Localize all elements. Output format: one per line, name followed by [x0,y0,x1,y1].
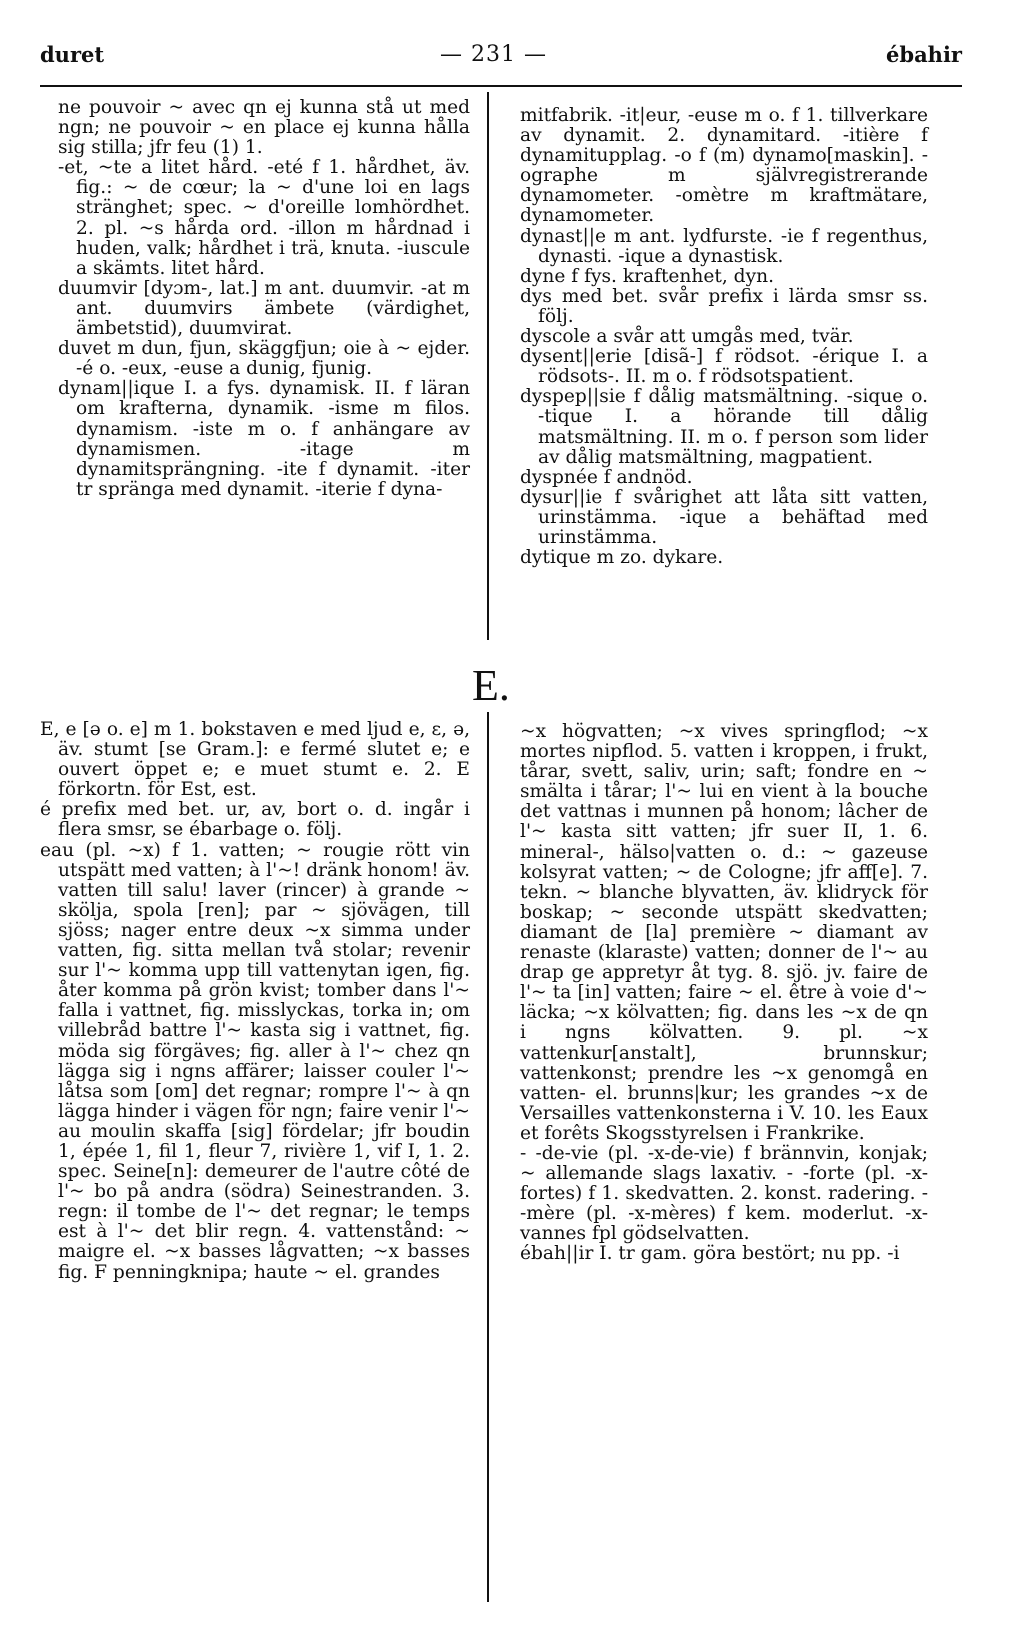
column-bottom-right [520,722,928,1265]
entry-duvet: duvet m dun, fjun, skäggfjun; oie à ~ ejder. -é o. -eux, -euse a dunig, fjunig. [58,338,470,380]
entry-eau: eau (pl. ~x) f 1. vatten; ~ rougie rött vin utspätt med vatten; à l'~! dränk honom! äv. vatten till salu! laver (rincer) à grande ~ skölja, spola [ren]; par ~ sjövägen, till sjöss; nager entre deux ~x simma under vatten, fig. sitta mellan två stolar; revenir sur l'~ komma upp till vattenytan igen, fig. åter komma på grön kvist; tomber dans l'~ falla i vattnet, fig. misslyckas, torka in; om villebråd battre l'~ kasta sig i vattnet, fig. möda sig förgäves; fig. aller à l'~ chez qn lägga sig i ngns affärer; laisser couler l'~ låtsa som [om] det regnar; rompre l'~ à qn lägga hinder i vägen för ngn; faire venir l'~ au moulin skaffa [sig] fördelar; jfr boudin 1, épée 1, fil 1, fleur 7, rivière 1, vif I, 1. 2. spec. Seine[n]: demeurer de l'autre côté de l'~ bo på andra (södra) Seinestranden. 3. regn: il tombe de l'~ det regnar; le temps est à l'~ det blir regn. 4. vattenstånd: ~ maigre el. ~x basses lågvatten; ~x basses fig. F penningknipa; haute ~ el. grandes [40,839,470,1283]
entry-duret-suffixes: -et, ~te a litet hård. -eté f 1. hårdhet, äv. fig.: ~ de cœur; la ~ d'une loi en lags stränghet; spec. ~ d'oreille lomhördhet. 2. pl. ~s hårda ord. -illon m hårdnad i huden, valk; hårdhet i trä, knuta. -iuscule a skämts. litet hård. [58,157,470,279]
column-top-right [520,106,928,568]
entry-dyspnee: dyspnée f andnöd. [520,466,693,488]
entry-continuation: ne pouvoir ~ avec qn ej kunna stå ut med ngn; ne pouvoir ~ en place ej kunna hålla sig stilla; jfr feu (1) 1. [58,97,470,159]
entry-dytique: dytique m zo. dykare. [520,547,724,569]
entry-dynaste: dynast||e m ant. lydfurste. -ie f regenthus, dynasti. -ique a dynastisk. [520,225,928,267]
entry-dyspepsie: dyspep||sie f dålig matsmältning. -sique o. -tique I. a hörande till dålig matsmältning. II. m o. f person som lider av dålig matsmältning, magpatient. [520,386,928,468]
entry-duumvir: duumvir [dyɔm-, lat.] m ant. duumvir. -at m ant. duumvirs ämbete (värdighet, ämbetstid), duumvirat. [58,277,470,340]
entry-eau-compounds: - -de-vie (pl. -x-de-vie) f brännvin, konjak; ~ allemande slags laxativ. - -forte (pl. -x-fortes) f 1. skedvatten. 2. konst. radering. - -mère (pl. -x-mères) f kem. moderlut. -x-vannes fpl gödselvatten. [520,1142,928,1245]
entry-continuation: ~x högvatten; ~x vives springflod; ~x mortes nipflod. 5. vatten i kroppen, i frukt, tårar, svett, saliv, urin; saft; fondre en ~ smälta i tårar; l'~ lui en vient à la bouche det vattnas i munnen på honom; lâcher de l'~ kasta sitt vatten; jfr suer II, 1. 6. mineral-, hälso|vatten o. d.: ~ gazeuse kolsyrat vatten; ~ de Cologne; jfr aff[e]. 7. tekn. ~ blanche blyvatten, äv. klidryck för boskap; ~ seconde utspätt skedvatten; diamant de [la] première ~ diamant av renaste (klaraste) vatten; donner de l'~ au drap ge appretyr åt tyg. 8. sjö. jv. faire de l'~ ta [in] vatten; faire ~ el. être à voie d'~ läcka; ~x kölvatten; fig. dans les ~x de qn i ngns kölvatten. 9. pl. ~x vattenkur[anstalt], brunnskur; vattenkonst; prendre les ~x genomgå en vatten- el. brunns|kur; les grandes ~x de Versailles vattenkonsterna i V. 10. les Eaux et forêts Skogsstyrelsen i Frankrike. [520,721,928,1144]
entry-e-prefix: é prefix med bet. ur, av, bort o. d. ingår i flera smsr, se ébarbage o. följ. [40,799,470,841]
entry-dyne: dyne f fys. kraftenhet, dyn. [520,265,774,287]
entry-dysurie: dysur||ie f svårighet att låta sitt vatten, urinstämma. -ique a behäftad med urinstämma. [520,486,928,548]
running-head-left: duret [40,42,105,67]
column-divider-top [487,92,489,640]
entry-e: E, e [ə o. e] m 1. bokstaven e med ljud e, ɛ, ə, äv. stumt [se Gram.]: e fermé slutet e; e ouvert öppet e; e muet stumt e. 2. E förkortn. för Est, est. [40,719,470,801]
entry-continuation: mitfabrik. -it|eur, -euse m o. f 1. tillverkare av dynamit. 2. dynamitard. -itière f dynamitupplag. -o f (m) dynamo[maskin]. -ographe m självregistrerande dynamometer. -omètre m kraftmätare, dynamometer. [520,105,928,227]
column-top-left [58,98,470,500]
header-rule [40,85,962,87]
entry-dysenterie: dysent||erie [disã-] f rödsot. -érique I. a rödsots-. II. m o. f rödsotspatient. [520,346,928,388]
entry-ebahir: ébah||ir I. tr gam. göra bestört; nu pp. -i [520,1243,900,1265]
column-divider-bottom [487,712,489,1602]
running-head-right: ébahir [886,42,962,67]
column-bottom-left [40,720,470,1283]
page-number: — 231 — [440,42,547,67]
entry-dynamique: dynam||ique I. a fys. dynamisk. II. f läran om krafterna, dynamik. -isme m filos. dynamism. -iste m o. f anhängare av dynamismen. -itage m dynamitsprängning. -ite f dynamit. -iter tr spränga med dynamit. -iterie f dyna- [58,378,470,500]
section-letter-heading: E. [472,661,510,710]
entry-dys: dys med bet. svår prefix i lärda smsr ss. följ. [520,285,928,327]
entry-dyscole: dyscole a svår att umgås med, tvär. [520,326,854,348]
